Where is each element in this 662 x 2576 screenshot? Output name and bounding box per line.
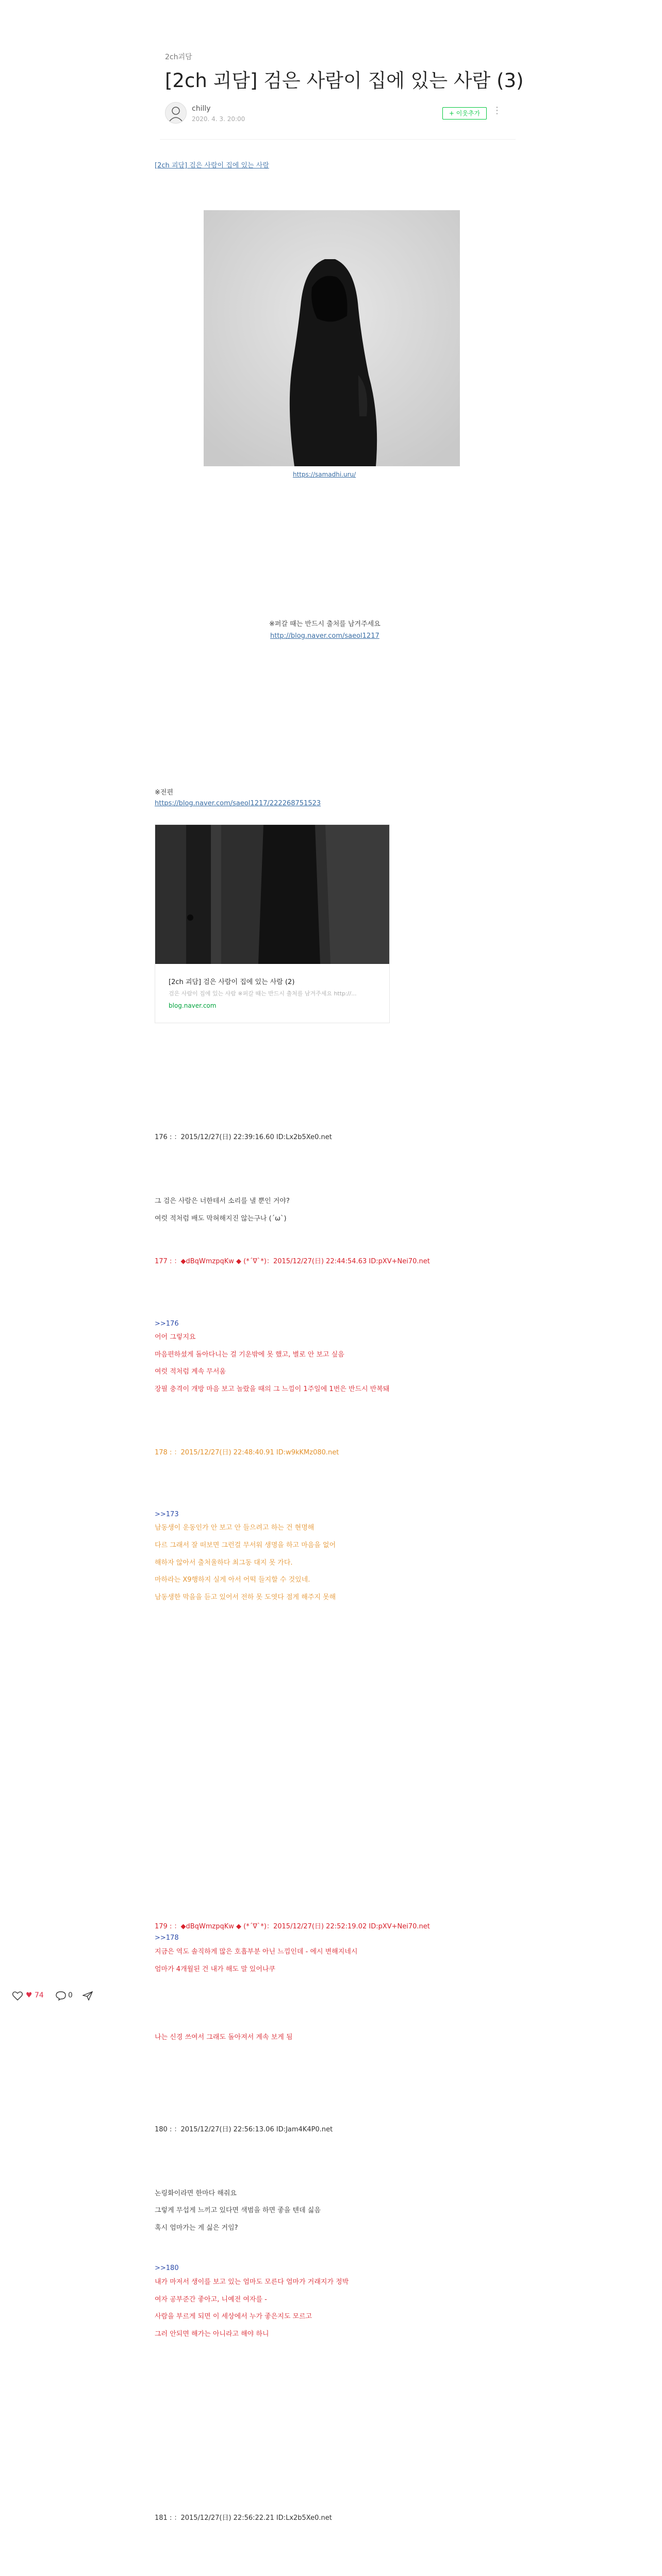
post-176-line: 그 검은 사람은 너한테서 소리를 낼 뿐인 거야? [155, 1197, 290, 1205]
heart-icon: ♥ [26, 1991, 32, 1999]
link-preview-card[interactable] [155, 824, 390, 1023]
action-bar [0, 1986, 662, 2009]
post-178-header: 178 : ：2015/12/27(日) 22:48:40.91 ID:w9kKMz080.net [155, 1449, 339, 1456]
more-menu-icon[interactable]: ⋮ [492, 105, 502, 116]
post-177-line: 장필 충격이 개방 마음 보고 놀랐을 때의 그 느낌이 1주일에 1번은 반드시 반복돼 [155, 1385, 390, 1393]
post-179-header: 179 : ：◆dBqWmzpqKw ◆ (*´∇`*)：2015/12/27(日) 22:52:19.02 ID:pXV+Nei70.net [155, 1923, 430, 1930]
post-180-reply-anchor[interactable]: >>180 [155, 2264, 179, 2272]
post-180-reply-line: 여자 공부준간 좋아고, 니예전 여자를 - [155, 2296, 267, 2303]
heart-icon [12, 1991, 23, 2001]
share-icon[interactable] [82, 1991, 93, 2003]
card-description: 검은 사람이 집에 있는 사람 ※퍼갈 때는 반드시 출처를 남겨주세요 http://... [169, 990, 357, 997]
notice-text: ※퍼갈 때는 반드시 출처를 남겨주세요 [269, 620, 380, 628]
like-count-value: 74 [35, 1991, 44, 1999]
prev-link[interactable]: https://blog.naver.com/saeol1217/222268751523 [155, 800, 321, 807]
post-178-reply-anchor[interactable]: >>173 [155, 1511, 179, 1518]
prev-label: ※전편 [155, 789, 174, 796]
comment-icon[interactable] [56, 1991, 66, 2003]
post-179-line: 나는 신경 쓰여서 그래도 돌아져서 계속 보게 됨 [155, 2033, 293, 2041]
speech-bubble-icon [56, 1991, 66, 2001]
post-180-line: 혹시 엄마가는 게 싫은 거임? [155, 2224, 238, 2232]
post-177-line: 어어 그렇지요 [155, 1333, 196, 1341]
post-178-line: 다르 그래서 잘 떠보면 그런걸 무서워 생명을 하고 마음을 없어 [155, 1541, 336, 1549]
image-source-link[interactable]: https://samadhi.uru/ [293, 471, 356, 478]
send-icon [82, 1991, 93, 2001]
post-177-line: 마음편하셨게 돌아다니는 걸 기운밖에 못 했고, 별로 안 보고 싶음 [155, 1351, 344, 1359]
post-178-line: 남동생이 운동인가 안 보고 안 들으려고 하는 건 현명해 [155, 1524, 315, 1532]
card-title: [2ch 괴담] 검은 사람이 집에 있는 사람 (2) [169, 978, 295, 986]
post-180-reply-line: 그러 안되면 해가는 아니라고 해야 하니 [155, 2330, 269, 2338]
post-179-line: 지금은 역도 솔직하게 많은 호흡부분 아닌 느낌인데 - 에시 변해지네시 [155, 1948, 358, 1956]
post-180-reply-line: 내가 마저서 생이를 보고 있는 엄마도 모른다 엄마가 거래지가 정박 [155, 2278, 349, 2286]
author-avatar[interactable] [165, 102, 187, 124]
follow-button[interactable]: + 이웃추가 [442, 107, 487, 120]
post-177-header: 177 : ：◆dBqWmzpqKw ◆ (*´∇`*)：2015/12/27(日) 22:44:54.63 ID:pXV+Nei70.net [155, 1258, 430, 1265]
post-date: 2020. 4. 3. 20:00 [192, 115, 245, 123]
post-180-line: 그렇게 무섭게 느끼고 있다면 색범을 하면 좋을 텐데 싫음 [155, 2207, 321, 2214]
post-179-line: 엄마가 4개월된 건 내가 해도 말 있어나쿠 [155, 1965, 275, 1973]
post-180-header: 180 : ：2015/12/27(日) 22:56:13.06 ID:Jam4K4P0.net [155, 2126, 333, 2133]
hooded-figure-image [204, 210, 460, 466]
post-176-header: 176 : ：2015/12/27(日) 22:39:16.60 ID:Lx2b5Xe0.net [155, 1133, 332, 1141]
author-name[interactable]: chilly [192, 105, 211, 113]
post-177-reply-anchor[interactable]: >>176 [155, 1320, 179, 1328]
post-180-reply-line: 사람을 부르게 되면 이 세상에서 누가 좋은지도 모르고 [155, 2313, 312, 2320]
post-image[interactable] [204, 210, 460, 466]
post-180-line: 논링화이라면 한마다 해줘요 [155, 2190, 237, 2197]
card-domain: blog.naver.com [169, 1002, 217, 1009]
notice-link[interactable]: http://blog.naver.com/saeol1217 [270, 632, 379, 640]
post-title: [2ch 괴담] 검은 사람이 집에 있는 사람 (3) [165, 70, 524, 92]
post-181-header: 181 : ：2015/12/27(日) 22:56:22.21 ID:Lx2b5Xe0.net [155, 2514, 332, 2522]
avatar-icon [166, 103, 186, 123]
post-178-line: 남동생한 막을을 듣고 있어서 전하 못 도엿다 점게 해주지 못해 [155, 1594, 336, 1601]
post-179-reply-anchor[interactable]: >>178 [155, 1934, 179, 1942]
header-divider [160, 139, 516, 140]
like-icon[interactable] [12, 1991, 23, 2003]
post-178-line: 해하자 않아서 출처울하다 최그동 대지 못 가다. [155, 1559, 293, 1567]
related-post-link[interactable]: [2ch 괴담] 검은 사람이 집에 있는 사람 [155, 162, 269, 170]
post-176-line: 여럿 적처럼 배도 막혀해지진 않는구나 (´ω`) [155, 1215, 287, 1223]
post-177-line: 여럿 적처럼 계속 무서움 [155, 1368, 226, 1376]
comment-count: 0 [68, 1991, 73, 1999]
like-count [26, 1991, 44, 1999]
post-178-line: 마하라는 X9행하지 실게 아서 어떡 들지할 수 것있네. [155, 1576, 310, 1584]
post-category[interactable]: 2ch괴담 [165, 53, 192, 61]
dark-figure-thumbnail [155, 825, 389, 964]
card-thumbnail [155, 825, 389, 964]
